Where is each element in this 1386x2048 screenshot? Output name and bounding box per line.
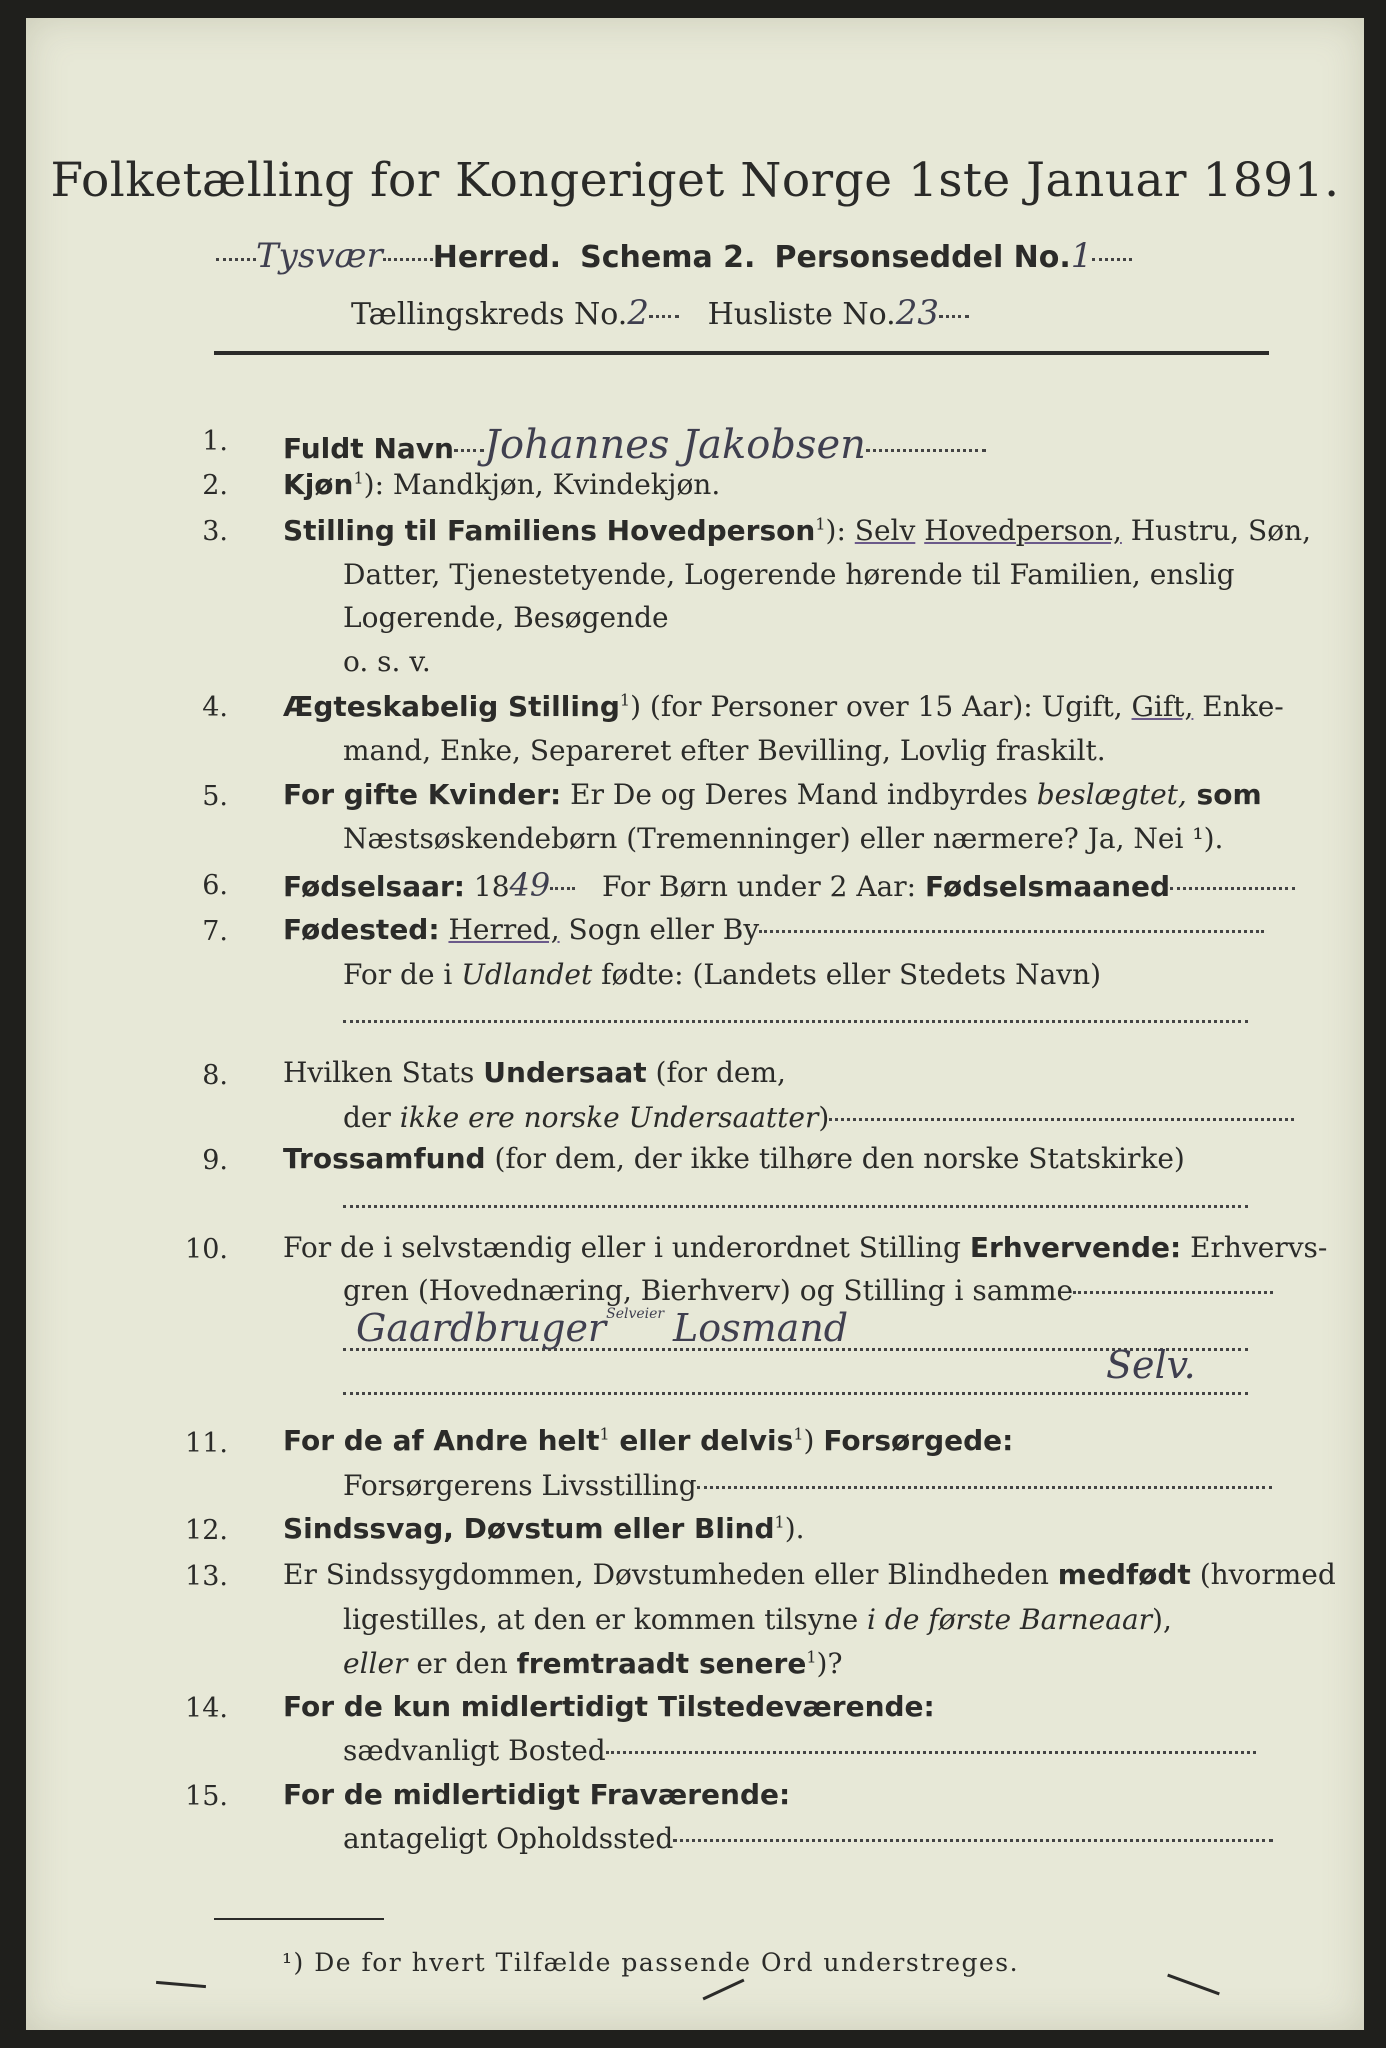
birthplace-rest: Sogn eller By xyxy=(559,913,760,946)
marital-label: Ægteskabelig Stilling xyxy=(283,690,620,723)
position-rest: ): xyxy=(825,514,855,547)
item-occupation-line1 xyxy=(283,1231,1327,1264)
item-supported: For de af Andre helt$^1$ eller delvis$^1$) Forsørgede: xyxy=(283,1424,1014,1457)
herred-label: Herred. xyxy=(432,240,562,275)
citizenship-rest: (for dem, xyxy=(646,1056,786,1089)
full-name-label: Fuldt Navn xyxy=(283,432,454,465)
item-number: 2. xyxy=(202,470,228,501)
congenital-line2 xyxy=(343,1603,1172,1636)
citizenship-label-bold: Undersaat xyxy=(483,1056,647,1089)
birthplace-herred: Herred, xyxy=(448,913,560,946)
citizenship-line2 xyxy=(343,1101,1294,1134)
occupation-value-selv: Selv. xyxy=(1106,1343,1196,1387)
temp-present-line2-text: sædvanligt Bosted xyxy=(343,1734,606,1767)
temp-absent-line2 xyxy=(343,1822,1273,1855)
occupation-dotline2 xyxy=(343,1392,1248,1395)
congenital-line2a: ligestilles, at den er kommen tilsyne xyxy=(343,1603,868,1636)
congenital-barneaar: i de første Barneaar xyxy=(867,1603,1153,1636)
item-number: 4. xyxy=(202,692,228,723)
marital-rest2: Enke- xyxy=(1193,690,1284,723)
kreds-number: 2 xyxy=(627,293,649,333)
occupation-line1c: Erhvervs- xyxy=(1181,1231,1328,1264)
item-citizenship xyxy=(283,1056,786,1089)
birth-month-label: Fødselsmaaned xyxy=(924,870,1171,903)
married-women-rest: Er De og Deres Mand indbyrdes xyxy=(561,778,1037,811)
item-sex: Kjøn$^1$): Mandkjøn, Kvindekjøn. xyxy=(283,468,721,501)
supported-line2-text: Forsørgerens Livsstilling xyxy=(343,1469,697,1502)
congenital-fremtraadt: fremtraadt senere xyxy=(516,1647,807,1680)
item-temp-absent xyxy=(283,1778,790,1811)
supported-line1a: For de af Andre helt xyxy=(283,1424,600,1457)
married-women-rest2: som xyxy=(1186,778,1262,811)
item-disability: Sindssvag, Døvstum eller Blind$^1$). xyxy=(283,1512,805,1545)
margin-mark-center xyxy=(702,1979,744,2001)
occupation-line2-text: gren (Hovednæring, Bierhverv) og Stilling i samme xyxy=(343,1274,1074,1307)
item-number: 12. xyxy=(185,1515,228,1546)
item-birthplace xyxy=(283,913,1264,946)
occupation-line1a: For de i selvstændig eller i underordnet Stilling xyxy=(283,1231,970,1264)
religion-dotline xyxy=(343,1188,1248,1221)
position-label: Stilling til Familiens Hovedperson xyxy=(283,514,816,547)
census-form xyxy=(26,18,1364,2030)
header-rule xyxy=(214,351,1269,355)
congenital-line3: eller er den fremtraadt senere$^1$)? xyxy=(343,1647,843,1680)
position-line4: o. s. v. xyxy=(343,645,431,678)
husliste-number: 23 xyxy=(895,293,939,333)
supported-line2 xyxy=(343,1469,1272,1502)
marital-gift: Gift, xyxy=(1131,690,1194,723)
item-temp-present xyxy=(283,1690,935,1723)
item-number: 3. xyxy=(202,516,228,547)
footnote: ¹) De for hvert Tilfælde passende Ord understreges. xyxy=(282,1948,1020,1977)
occupation-value-small: Selveier xyxy=(606,1306,665,1322)
item-congenital-line1 xyxy=(283,1558,1336,1591)
item-number: 15. xyxy=(185,1781,228,1812)
citizenship-line2c: ) xyxy=(818,1101,830,1134)
occupation-value-main: Gaardbruger xyxy=(356,1306,607,1350)
item-number: 10. xyxy=(185,1234,228,1265)
congenital-line1a: Er Sindssygdommen, Døvstumheden eller Blindheden xyxy=(283,1558,1058,1591)
married-women-beslaegtet: beslægtet, xyxy=(1036,778,1187,811)
birth-year-label: Fødselsaar: xyxy=(283,870,465,903)
item-full-name xyxy=(283,422,986,468)
occupation-erhvervende: Erhvervende: xyxy=(969,1231,1182,1264)
disability-rest: ). xyxy=(784,1512,805,1545)
birthplace-label: Fødested: xyxy=(283,913,440,946)
temp-present-label: For de kun midlertidigt Tilstedeværende: xyxy=(283,1690,935,1723)
item-birth-year xyxy=(283,866,1295,904)
margin-mark-left xyxy=(156,1981,206,1988)
sex-label: Kjøn xyxy=(283,468,354,501)
item-number: 13. xyxy=(185,1561,228,1592)
marital-line2: mand, Enke, Separeret efter Bevilling, Lovlig fraskilt. xyxy=(343,734,1106,767)
item-number: 1. xyxy=(202,426,228,457)
birthplace-line2c: fødte: (Landets eller Stedets Navn) xyxy=(592,958,1102,991)
marital-rest: ) (for Personer over 15 Aar): Ugift, xyxy=(630,690,1132,723)
item-marital-line1: Ægteskabelig Stilling$^1$) (for Personer over 15 Aar): Ugift, Gift, Enke- xyxy=(283,690,1284,723)
item-number: 14. xyxy=(185,1693,228,1724)
position-selv: Selv xyxy=(854,514,916,547)
kreds-label: Tællingskreds No. xyxy=(351,297,628,332)
item-number: 7. xyxy=(202,916,228,947)
husliste-label: Husliste No. xyxy=(707,297,896,332)
citizenship-undersaatter: ikke ere norske Undersaatter xyxy=(399,1101,819,1134)
personseddel-label: Personseddel No. xyxy=(774,240,1071,275)
birthplace-udlandet: Udlandet xyxy=(461,958,593,991)
item-religion xyxy=(283,1142,1185,1175)
birth-month-text: For Børn under 2 Aar: xyxy=(601,870,917,903)
full-name-value: Johannes Jakobsen xyxy=(483,422,866,468)
position-rest2: Hustru, Søn, xyxy=(1121,514,1312,547)
religion-rest: (for dem, der ikke tilhøre den norske Statskirke) xyxy=(485,1142,1185,1175)
position-line2: Datter, Tjenestetyende, Logerende hørende til Familien, enslig xyxy=(343,558,1235,591)
temp-present-line2 xyxy=(343,1734,1256,1767)
occupation-line2 xyxy=(343,1274,1273,1307)
temp-absent-label: For de midlertidigt Fraværende: xyxy=(283,1778,791,1811)
supported-label: Forsørgede: xyxy=(823,1424,1014,1457)
birth-year-value: 49 xyxy=(509,866,551,904)
personseddel-number: 1 xyxy=(1070,236,1093,276)
sex-options: ): Mandkjøn, Kvindekjøn. xyxy=(363,468,721,501)
item-number: 9. xyxy=(202,1145,228,1176)
item-number: 5. xyxy=(202,781,228,812)
schema-label: Schema 2. xyxy=(580,240,756,275)
item-number: 8. xyxy=(202,1060,228,1091)
congenital-eller: eller xyxy=(343,1647,408,1680)
item-married-women xyxy=(283,778,1262,811)
birthplace-line2a: For de i xyxy=(343,958,462,991)
citizenship-label: Hvilken Stats xyxy=(283,1056,475,1089)
religion-label: Trossamfund xyxy=(283,1142,486,1175)
kreds-line xyxy=(351,293,969,333)
birthplace-dotline xyxy=(343,1003,1248,1036)
position-hovedperson: Hovedperson, xyxy=(924,514,1122,547)
citizenship-line2a: der xyxy=(343,1101,400,1134)
form-title: Folketælling for Kongeriget Norge 1ste Januar 1891. xyxy=(50,153,1340,208)
footnote-rule xyxy=(214,1918,384,1920)
congenital-line3b: er den xyxy=(407,1647,517,1680)
congenital-medfodt: medfødt xyxy=(1057,1558,1191,1591)
item-number: 6. xyxy=(202,870,228,901)
congenital-line3d: )? xyxy=(816,1647,843,1680)
married-women-label: For gifte Kvinder: xyxy=(283,778,562,811)
disability-label: Sindssvag, Døvstum eller Blind xyxy=(283,1512,775,1545)
herred-name: Tysvær xyxy=(256,236,383,276)
occupation-value-line3 xyxy=(1106,1343,1196,1387)
married-women-line2: Næstsøskendebørn (Tremenninger) eller nærmere? Ja, Nei ¹). xyxy=(343,822,1224,855)
temp-absent-line2-text: antageligt Opholdssted xyxy=(343,1822,674,1855)
congenital-line1c: (hvormed xyxy=(1190,1558,1336,1591)
position-line3: Logerende, Besøgende xyxy=(343,601,669,634)
birthplace-line2 xyxy=(343,958,1101,991)
occupation-value-second: Losmand xyxy=(673,1306,849,1350)
supported-line1b: eller delvis xyxy=(609,1424,794,1457)
herred-line xyxy=(216,236,1132,276)
item-number: 11. xyxy=(185,1428,228,1459)
margin-mark-right xyxy=(1167,1974,1220,1996)
congenital-line2c: ), xyxy=(1152,1603,1172,1636)
occupation-value-line xyxy=(356,1306,848,1350)
birth-year-prefix: 18 xyxy=(473,870,510,903)
item-position-line1: Stilling til Familiens Hovedperson$^1$): Selv Hovedperson, Hustru, Søn, xyxy=(283,514,1312,547)
